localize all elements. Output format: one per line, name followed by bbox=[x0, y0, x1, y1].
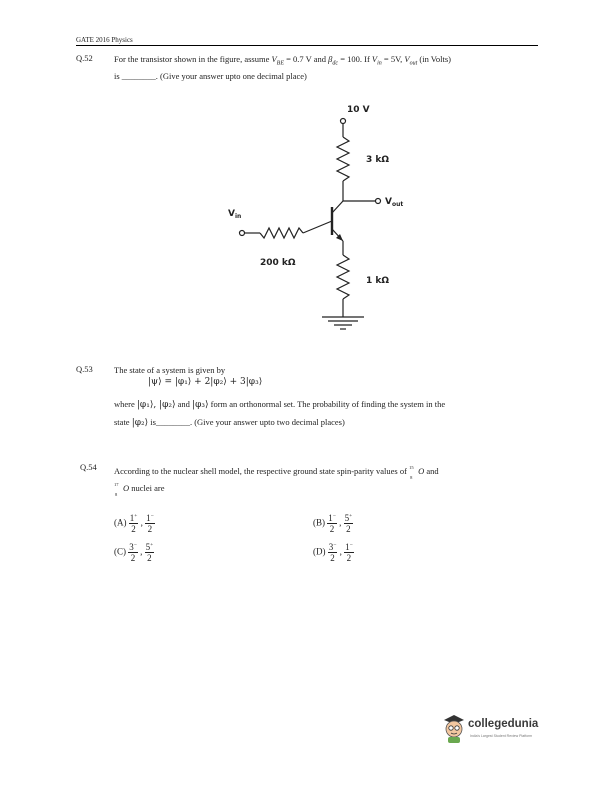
question-52-text bbox=[114, 53, 544, 82]
mascot-icon bbox=[440, 712, 468, 744]
question-53-line2: where |φ₁⟩, |φ₂⟩ and |φ₃⟩ form an orthonormal set. The probability of finding the system in the bbox=[114, 399, 446, 410]
state-equation: |ψ⟩ = |φ₁⟩ + 2|φ₂⟩ + 3|φ₃⟩ bbox=[148, 377, 263, 387]
base-resistor bbox=[260, 228, 303, 238]
question-53-line3: state |φ₂⟩ is________. (Give your answer upto two decimal places) bbox=[114, 417, 345, 428]
page-header: GATE 2016 Physics bbox=[76, 36, 133, 44]
supply-label: 10 V bbox=[347, 105, 370, 115]
option-b[interactable]: (B) $\frac{1^-}{2}$ , $\frac{5^+}{2}$ bbox=[313, 513, 353, 534]
o17-nuclide-scripts: 17 8 bbox=[114, 482, 119, 498]
emitter-resistor bbox=[337, 255, 349, 299]
option-a[interactable]: (A) $\frac{1^+}{2}$ , $\frac{1^-}{2}$ bbox=[114, 513, 154, 534]
vin-terminal bbox=[240, 231, 245, 236]
question-number-52: Q.52 bbox=[76, 53, 93, 63]
base-resistor-label: 200 kΩ bbox=[260, 258, 296, 268]
question-52-line2: is ________. (Give your answer upto one decimal place) bbox=[114, 70, 307, 81]
header-rule bbox=[76, 45, 538, 46]
option-d[interactable]: (D) $\frac{3^-}{2}$ , $\frac{1^-}{2}$ bbox=[313, 542, 353, 563]
question-54-line2: 17 8 O nuclei are bbox=[114, 482, 165, 498]
option-c[interactable]: (C) $\frac{3^-}{2}$ , $\frac{5^+}{2}$ bbox=[114, 542, 154, 563]
question-number-54: Q.54 bbox=[80, 462, 97, 472]
collector-resistor bbox=[337, 137, 349, 181]
question-52-line1: For the transistor shown in the figure, assume $V_{BE} = 0.7$ V and $\beta_{dc} = 100$. If $V_{in} = 5V$, $V_{out}$ (in Volts) bbox=[114, 54, 451, 67]
o15-nuclide-scripts: 15 8 bbox=[409, 465, 414, 481]
supply-terminal bbox=[341, 119, 346, 124]
logo-tagline: India's Largest Student Review Platform bbox=[470, 734, 533, 738]
question-number-53: Q.53 bbox=[76, 364, 93, 374]
emitter-resistor-label: 1 kΩ bbox=[366, 276, 390, 286]
vout-terminal bbox=[376, 199, 381, 204]
logo-wordmark: collegedunia bbox=[468, 718, 539, 730]
vin-label: $V_{in}$ bbox=[228, 209, 242, 220]
collector-resistor-label: 3 kΩ bbox=[366, 155, 390, 165]
vout-label: $V_{out}$ bbox=[385, 197, 404, 208]
question-53-line1: The state of a system is given by bbox=[114, 365, 226, 375]
transistor-circuit-diagram bbox=[200, 95, 430, 335]
question-54-line1: According to the nuclear shell model, the respective ground state spin-parity values of 15 8 O and bbox=[114, 465, 439, 481]
collegedunia-logo bbox=[440, 710, 550, 746]
